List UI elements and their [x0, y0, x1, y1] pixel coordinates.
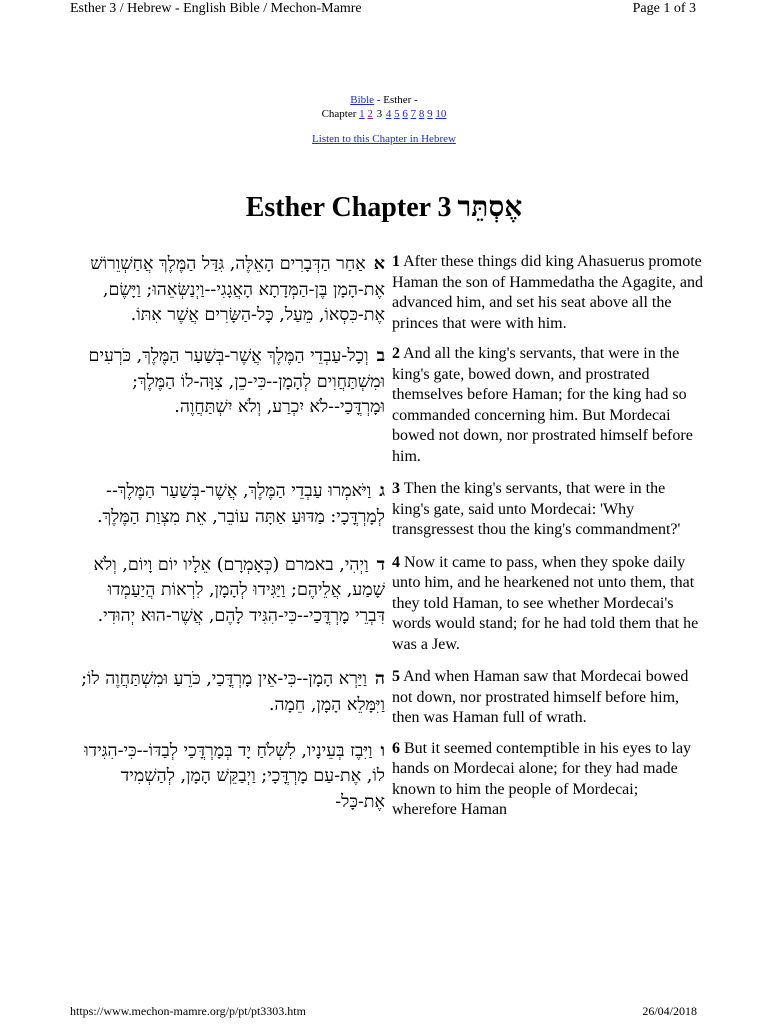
english-verse-number: 6	[392, 739, 400, 757]
hebrew-verse-text: אַחַר הַדְּבָרִים הָאֵלֶּה, גִּדַּל הַמֶּלֶךְ אֲחַשְׁוֵרוֹשׁ אֶת-הָמָן בֶּן-הַמְּדָתָא הָאֲגָגִי--וַיְנַשְּׂאֵהוּ; וַיָּשֶׂם, אֶת-כִּסְאוֹ, מֵעַל, כָּל-הַשָּׂרִים אֲשֶׁר אִתּוֹ.	[90, 254, 385, 325]
english-verse	[392, 344, 704, 467]
verse-list	[80, 252, 704, 821]
english-verse	[392, 252, 704, 334]
hebrew-verse	[80, 667, 385, 718]
english-verse-number: 4	[392, 553, 400, 571]
english-verse-number: 2	[392, 345, 400, 362]
hebrew-verse-number: ד	[376, 554, 385, 575]
hebrew-verse-number: ב	[376, 346, 385, 366]
hebrew-verse	[80, 553, 385, 630]
english-verse-text: But it seemed contemptible in his eyes to lay hands on Mordecai alone; for they had made known to him the people of Mordecai; wherefore Haman	[392, 739, 692, 818]
english-verse-number: 3	[392, 480, 400, 497]
hebrew-verse-text: וַיְהִי, באמרם (כְּאָמְרָם) אֵלָיו יוֹם וָיוֹם, וְלֹא שָׁמַע, אֲלֵיהֶם; וַיַּגִּידוּ לְהָמָן, לִרְאוֹת הֲיַעַמְדוּ דִּבְרֵי מָרְדֳּכַי--כִּי-הִגִּיד לָהֶם, אֲשֶׁר-הוּא יְהוּדִי.	[93, 554, 385, 626]
hebrew-verse-text: וַיִּבֶז בְּעֵינָיו, לִשְׁלֹחַ יָד בְּמָרְדֳּכַי לְבַדּוֹ--כִּי-הִגִּידוּ לוֹ, אֶת-עַם מָרְדֳּכָי; וַיְבַקֵּשׁ הָמָן, לְהַשְׁמִיד אֶת-כָּל-	[84, 740, 385, 812]
document-title: Esther 3 / Hebrew - English Bible / Mechon-Mamre	[70, 1, 362, 16]
chapter-link-1[interactable]: 1	[359, 108, 365, 120]
english-verse-text: Now it came to pass, when they spoke daily unto him, and he hearkened not unto them, that they told Haman, to see whether Mordecai's words would stand; for he had told them that he was a Jew.	[392, 553, 699, 653]
hebrew-verse	[80, 344, 385, 421]
hebrew-verse-text: וַיֹּאמְרוּ עַבְדֵי הַמֶּלֶךְ, אֲשֶׁר-בְּשַׁעַר הַמֶּלֶךְ--לְמָרְדֳּכָי: מַדּוּעַ אַתָּה עוֹבֵר, אֵת מִצְוַת הַמֶּלֶךְ.	[96, 481, 385, 527]
hebrew-verse-number: ו	[380, 740, 385, 761]
english-verse	[392, 553, 704, 656]
english-verse-text: And when Haman saw that Mordecai bowed not down, nor prostrated himself before him, then was Haman full of wrath.	[392, 668, 689, 726]
verse-row	[80, 667, 704, 729]
hebrew-verse	[80, 479, 385, 530]
print-footer	[0, 1002, 768, 1024]
chapter-label: Chapter	[321, 108, 357, 120]
hebrew-verse	[80, 252, 385, 329]
chapter-navigation	[0, 93, 768, 121]
listen-link[interactable]: Listen to this Chapter in Hebrew	[312, 133, 456, 145]
chapter-link-8[interactable]: 8	[418, 108, 425, 120]
english-verse-number: 5	[392, 668, 400, 685]
hebrew-verse-number: א	[373, 254, 385, 274]
english-verse-text: And all the king's servants, that were in the king's gate, bowed down, and prostrated themselves before Haman; for the king had so commanded concerning him. But Mordecai bowed not down, nor prostrated himself before him.	[392, 345, 693, 465]
english-verse	[392, 479, 704, 541]
verse-row	[80, 344, 704, 467]
hebrew-verse-number: ג	[379, 481, 385, 501]
page-number: Page 1 of 3	[632, 1, 696, 16]
english-verse-text: Then the king's servants, that were in the king's gate, said unto Mordecai: 'Why transgressest thou the king's commandment?'	[392, 480, 681, 538]
english-verse	[392, 667, 704, 729]
chapter-link-2[interactable]: 2	[367, 108, 373, 120]
hebrew-verse-text: וְכָל-עַבְדֵי הַמֶּלֶךְ אֲשֶׁר-בְּשַׁעַר הַמֶּלֶךְ, כֹּרְעִים וּמִשְׁתַּחֲוִים לְהָמָן--כִּי-כֵן, צִוָּה-לוֹ הַמֶּלֶךְ; וּמָרְדֳּכַי--לֹא יִכְרַע, וְלֹא יִשְׁתַּחֲוֶה.	[88, 346, 385, 417]
page-title	[0, 190, 768, 226]
bible-link[interactable]: Bible	[350, 94, 375, 106]
verse-row	[80, 553, 704, 656]
verse-row	[80, 252, 704, 334]
verse-row	[80, 479, 704, 541]
current-chapter: 3	[376, 108, 383, 120]
chapter-link-10[interactable]: 10	[435, 108, 447, 120]
hebrew-verse-number: ה	[374, 669, 385, 689]
print-date: 26/04/2018	[642, 1004, 697, 1018]
page-url: https://www.mechon-mamre.org/p/pt/pt3303.htm	[70, 1004, 306, 1018]
hebrew-verse-text: וַיַּרְא הָמָן--כִּי-אֵין מָרְדֳּכַי, כֹּרֵעַ וּמִשְׁתַּחֲוֶה לוֹ; וַיִּמָּלֵא הָמָן, חֵמָה.	[81, 669, 385, 715]
chapter-link-5[interactable]: 5	[394, 108, 400, 120]
english-verse-text: After these things did king Ahasuerus promote Haman the son of Hammedatha the Agagite, and advanced him, and set his seat above all the princes that were with him.	[392, 253, 704, 332]
print-header	[0, 0, 768, 22]
chapter-link-9[interactable]: 9	[427, 108, 433, 120]
title-english: Esther Chapter 3	[245, 192, 452, 223]
hebrew-verse	[80, 739, 385, 816]
book-name: - Esther -	[374, 94, 418, 106]
chapter-link-6[interactable]: 6	[402, 108, 408, 120]
chapter-links	[359, 107, 446, 121]
english-verse-number: 1	[392, 253, 400, 270]
verse-row	[80, 739, 704, 821]
english-verse	[392, 739, 704, 821]
chapter-link-7[interactable]: 7	[410, 108, 417, 120]
title-hebrew: אֶסְתֵּר	[457, 192, 523, 223]
listen-section	[0, 133, 768, 145]
chapter-link-4[interactable]: 4	[385, 108, 392, 120]
